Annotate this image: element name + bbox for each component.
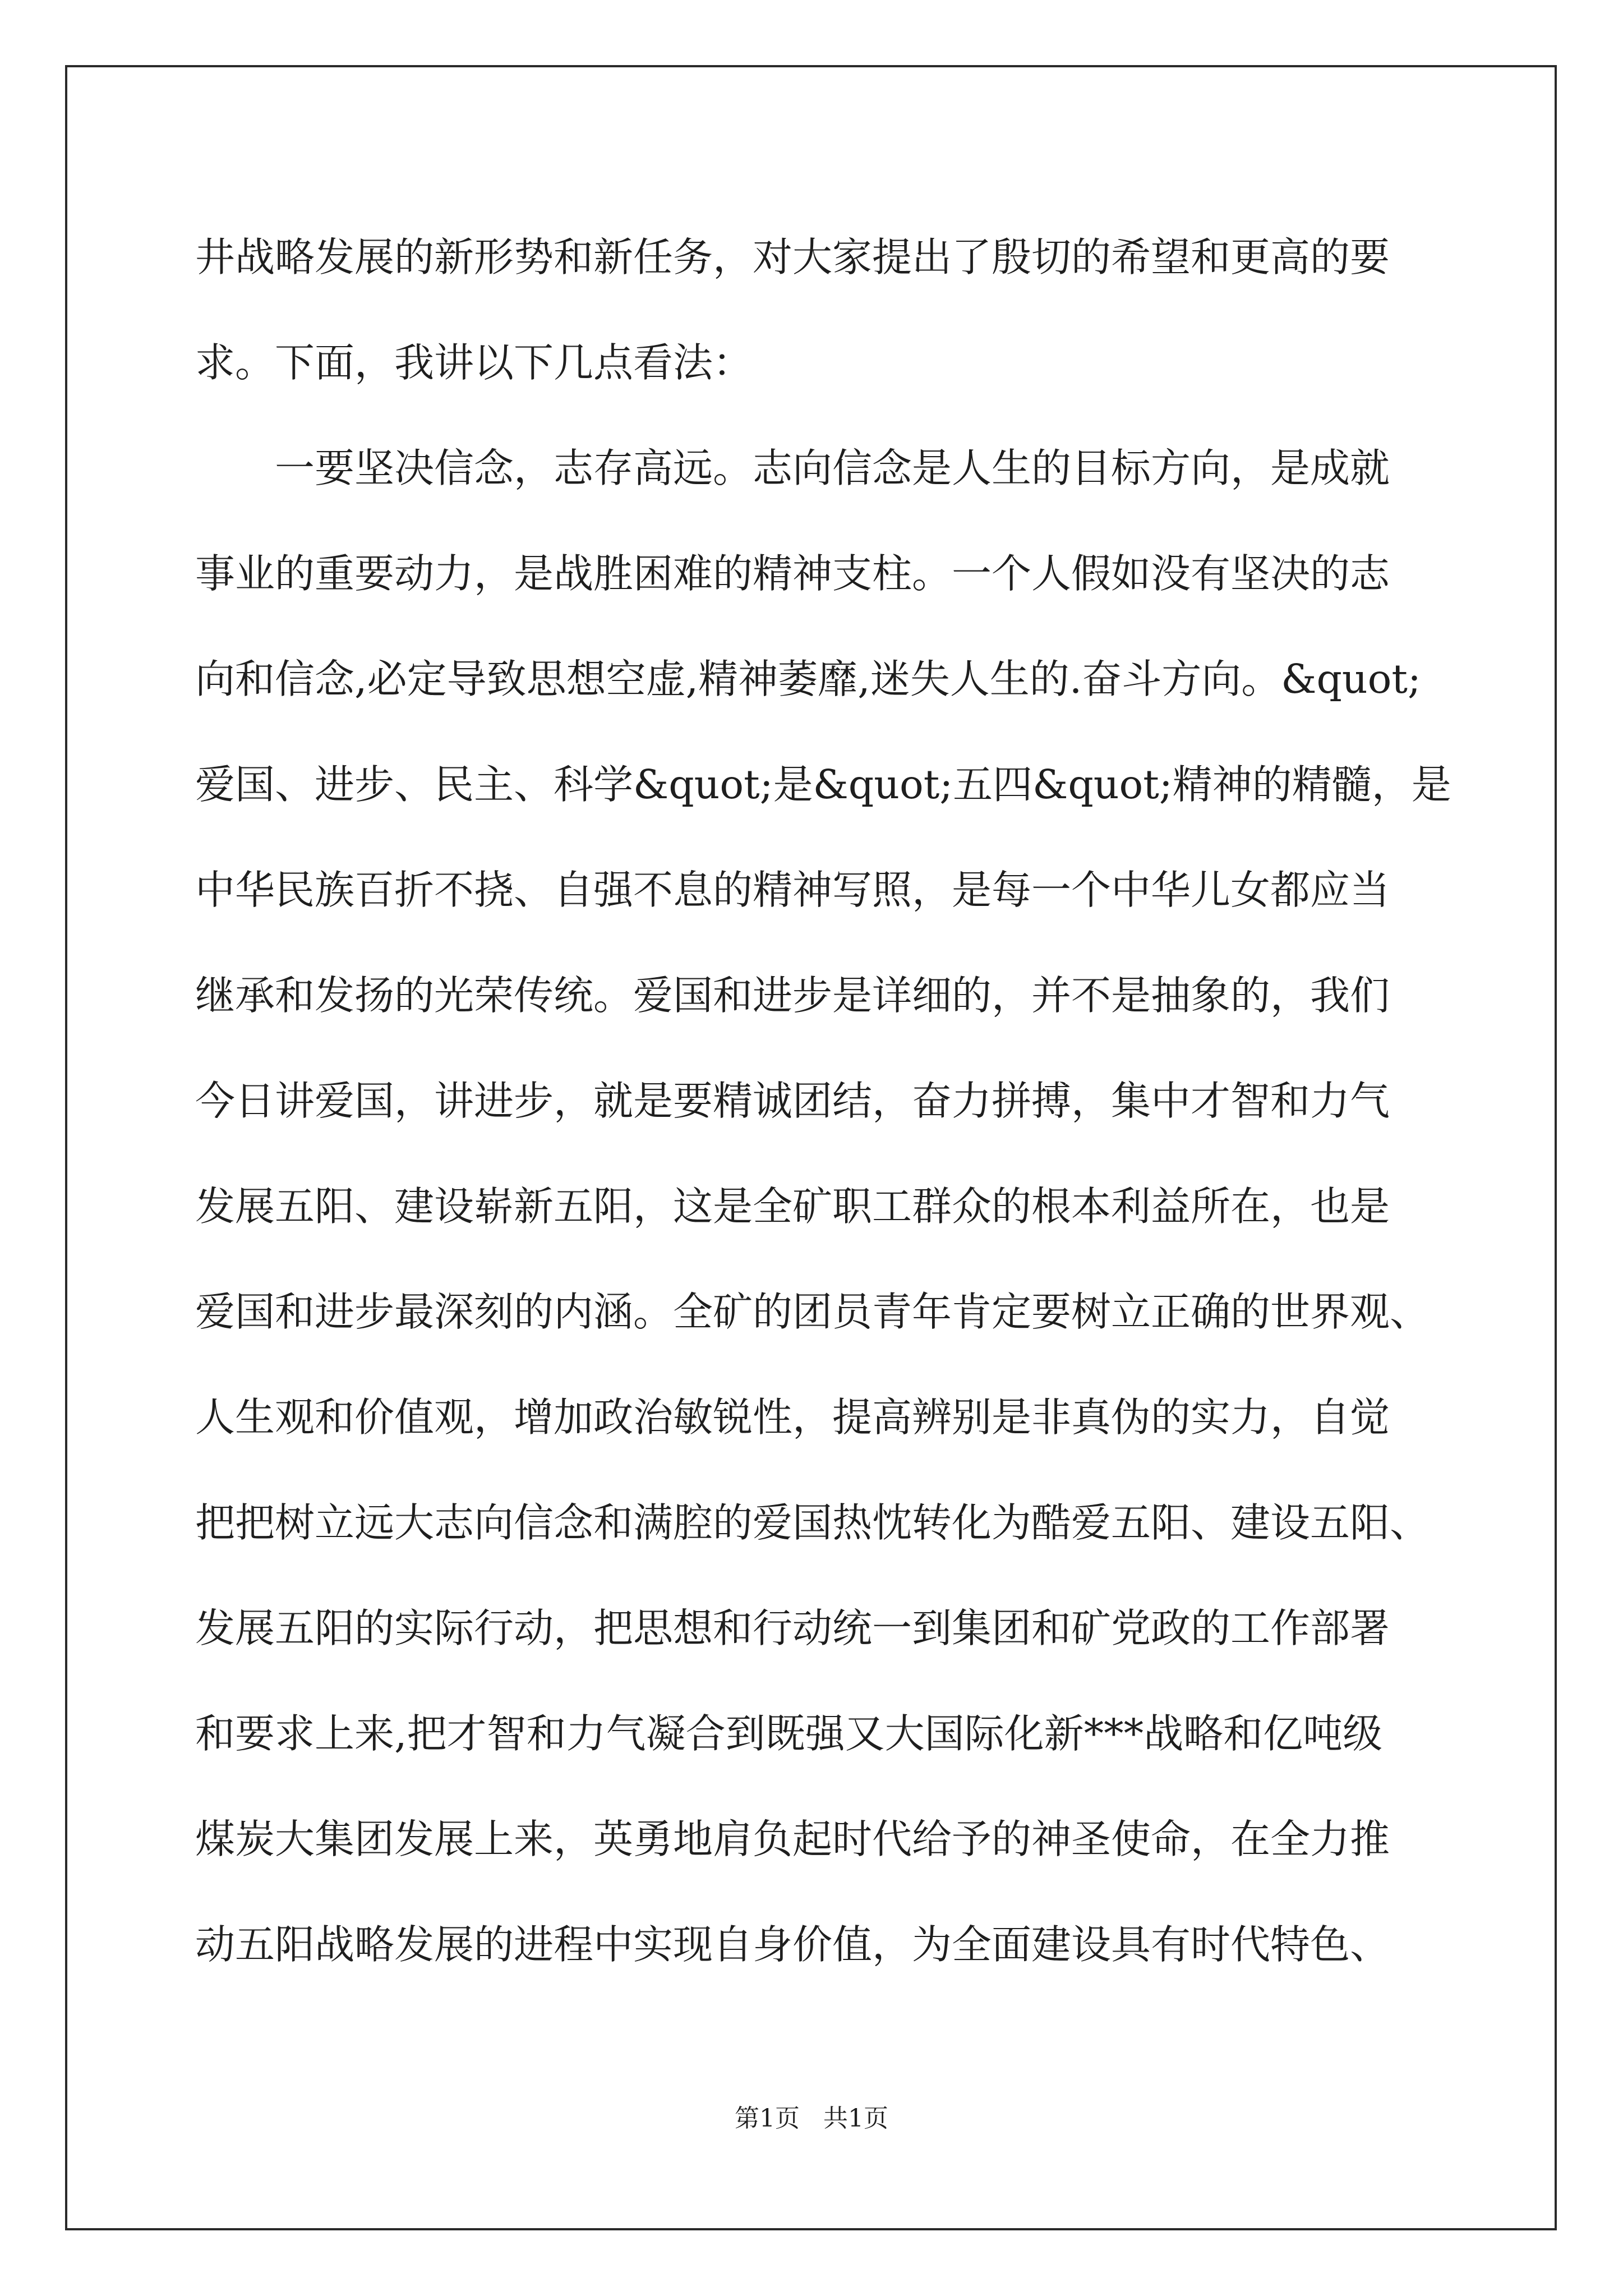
text-line: 求。下面，我讲以下几点看法： [195, 339, 753, 386]
text-line: 继承和发扬的光荣传统。爱国和进步是详细的，并不是抽象的，我们 [195, 972, 1390, 1019]
text-line: 中华民族百折不挠、自强不息的精神写照，是每一个中华儿女都应当 [195, 867, 1390, 913]
text-line: 事业的重要动力，是战胜困难的精神支柱。一个人假如没有坚决的志 [195, 550, 1390, 597]
page-total: 共1页 [823, 2104, 888, 2133]
text-line: 和要求上来,把才智和力气凝合到既强又大国际化新***战略和亿吨级 [195, 1710, 1383, 1757]
page-number: 第1页 [735, 2104, 800, 2133]
text-line: 动五阳战略发展的进程中实现自身价值，为全面建设具有时代特色、 [195, 1921, 1390, 1968]
page-footer [0, 2098, 1623, 2134]
text-line: 向和信念,必定导致思想空虚,精神萎靡,迷失人生的.奋斗方向。&quot; [195, 656, 1421, 702]
document-body [195, 205, 1451, 1998]
text-line: 煤炭大集团发展上来，英勇地肩负起时代给予的神圣使命，在全力推 [195, 1816, 1390, 1862]
text-line: 把把树立远大志向信念和满腔的爱国热忱转化为酷爱五阳、建设五阳、 [195, 1499, 1430, 1546]
text-line: 发展五阳的实际行动，把思想和行动统一到集团和矿党政的工作部署 [195, 1605, 1390, 1651]
text-line: 发展五阳、建设崭新五阳，这是全矿职工群众的根本利益所在，也是 [195, 1183, 1390, 1230]
text-line: 井战略发展的新形势和新任务，对大家提出了殷切的希望和更高的要 [195, 234, 1390, 280]
footer-spacer [800, 2104, 823, 2133]
text-line: 爱国和进步最深刻的内涵。全矿的团员青年肯定要树立正确的世界观、 [195, 1289, 1430, 1335]
text-line: 爱国、进步、民主、科学&quot;是&quot;五四&quot;精神的精髓，是 [195, 761, 1451, 808]
text-line: 今日讲爱国，讲进步，就是要精诚团结，奋力拼搏，集中才智和力气 [195, 1078, 1390, 1124]
text-line: 一要坚决信念，志存高远。志向信念是人生的目标方向，是成就 [195, 445, 1390, 491]
text-line: 人生观和价值观，增加政治敏锐性，提高辨别是非真伪的实力，自觉 [195, 1394, 1390, 1441]
